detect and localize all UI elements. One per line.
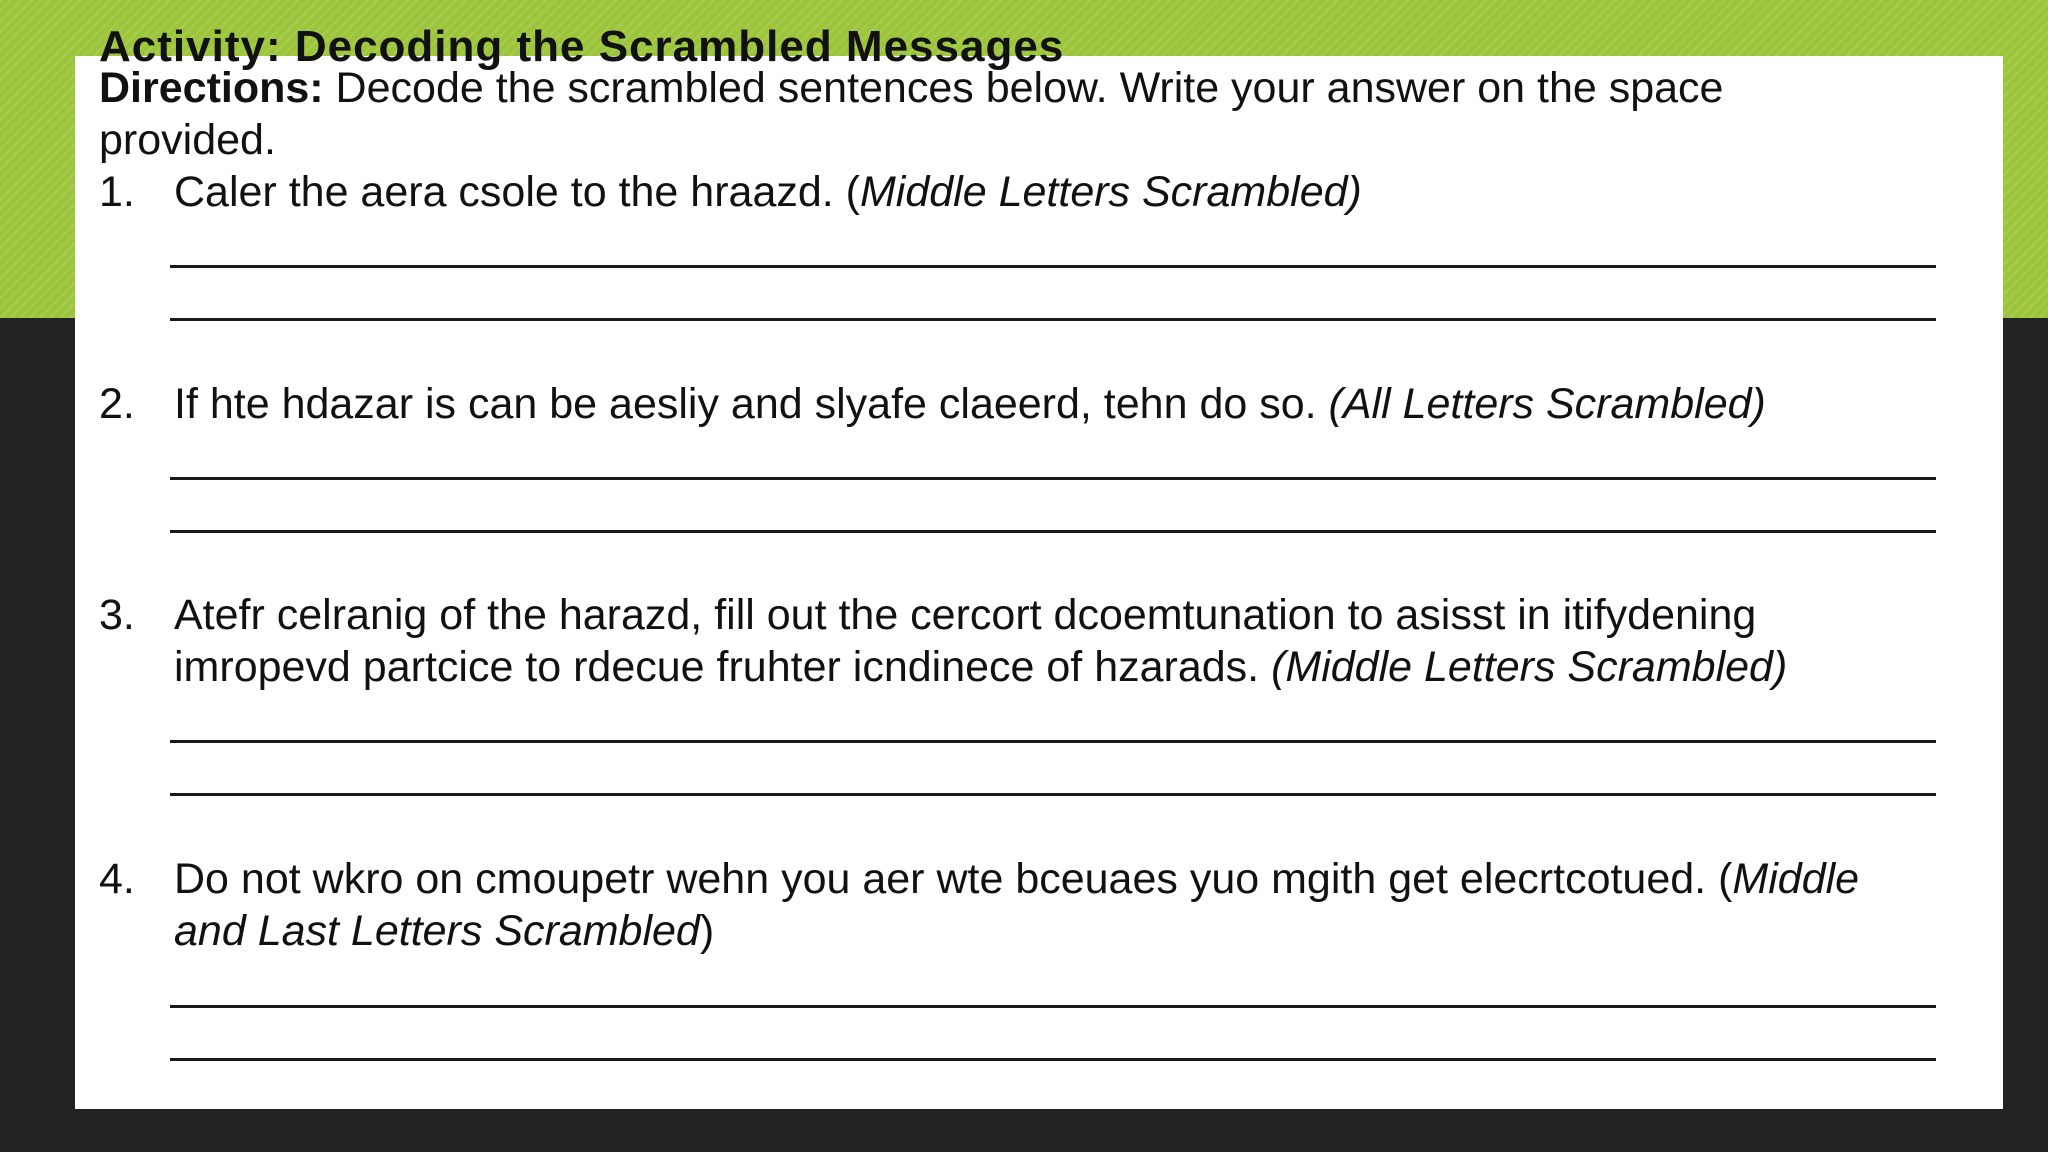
item-2-hint: (All Letters Scrambled) <box>1328 380 1766 428</box>
item-number-4: 4. <box>99 855 135 903</box>
item-3-scrambled: imropevd partcice to rdecue fruhter icndinece of hzarads. <box>174 643 1272 691</box>
answer-line-1a[interactable] <box>170 265 1936 268</box>
item-3-hint: (Middle Letters Scrambled) <box>1271 643 1788 691</box>
clipped-title: Activity: Decoding the Scrambled Messages <box>99 22 1065 71</box>
directions-text: Decode the scrambled sentences below. Write your answer on the space <box>323 64 1724 112</box>
item-4-sentence-line-2 <box>174 905 714 957</box>
answer-line-2a[interactable] <box>170 477 1936 480</box>
worksheet-page <box>75 22 2003 1109</box>
answer-line-4a[interactable] <box>170 1005 1936 1008</box>
item-2-sentence <box>174 378 1766 430</box>
item-4-sentence-line-1 <box>174 853 1859 905</box>
answer-line-4b[interactable] <box>170 1058 1936 1061</box>
answer-line-2b[interactable] <box>170 530 1936 533</box>
item-2-scrambled: If hte hdazar is can be aesliy and slyafe claeerd, tehn do so. <box>174 380 1329 428</box>
item-1-hint: Middle Letters Scrambled) <box>859 168 1362 216</box>
answer-line-3b[interactable] <box>170 793 1936 796</box>
item-1-sentence <box>174 166 1362 218</box>
item-3-sentence-line-2 <box>174 641 1787 693</box>
item-4-hint-part-1: Middle <box>1732 855 1860 903</box>
item-4-scrambled: Do not wkro on cmoupetr wehn you aer wte bceuaes yuo mgith get elecrtcotued. ( <box>174 855 1733 903</box>
answer-line-3a[interactable] <box>170 740 1936 743</box>
directions-label: Directions: <box>99 64 324 112</box>
directions-line-2: provided. <box>99 116 276 164</box>
directions-line-1 <box>99 62 1723 114</box>
item-3-sentence-line-1: Atefr celranig of the harazd, fill out the cercort dcoemtunation to asisst in itifydening <box>174 591 1757 639</box>
item-number-3: 3. <box>99 591 135 639</box>
item-4-tail: ) <box>699 907 715 955</box>
answer-line-1b[interactable] <box>170 318 1936 321</box>
item-number-1: 1. <box>99 168 135 216</box>
item-4-hint-part-2: and Last Letters Scrambled <box>174 907 700 955</box>
item-number-2: 2. <box>99 380 135 428</box>
item-1-scrambled: Caler the aera csole to the hraazd. ( <box>174 168 860 216</box>
